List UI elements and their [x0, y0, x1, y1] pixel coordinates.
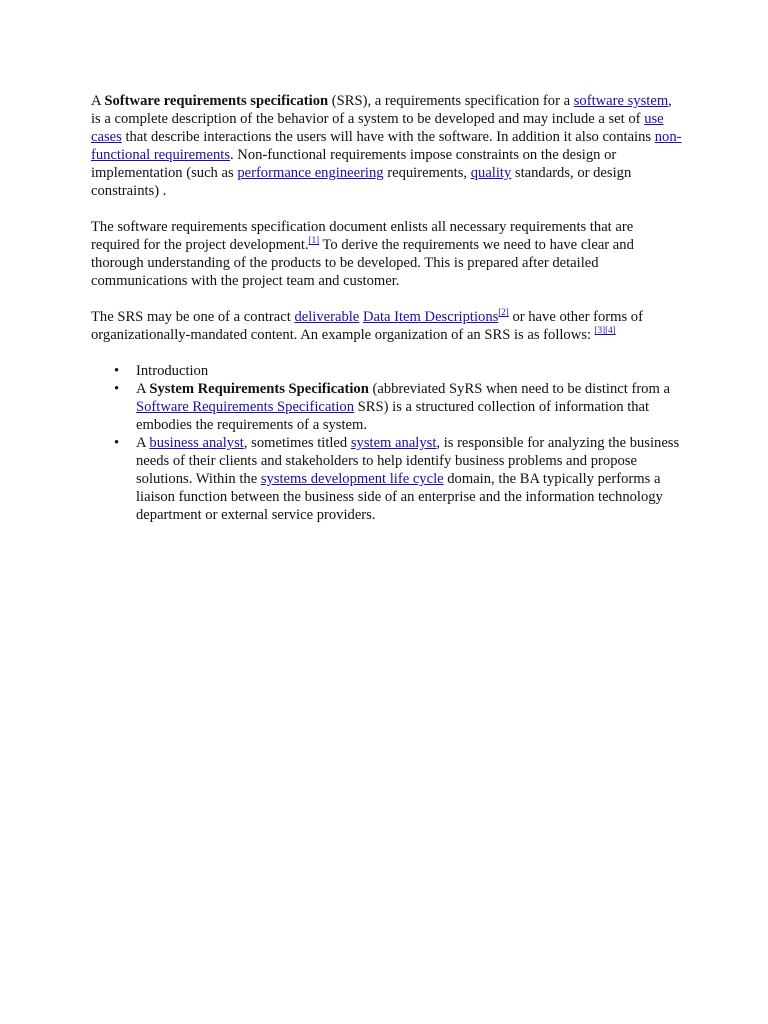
text-run: . Non-functional requirements impose constraints on the design or implementation (such as [91, 147, 617, 181]
list-item-label: Introduction [136, 363, 209, 379]
text-run: (abbreviated SyRS when need to be distinct from a [368, 381, 670, 397]
text-run: (SRS), a requirements specification for a [328, 93, 574, 109]
text-run: The software requirements specification document enlists all necessary requirements that are required for the project development. [91, 219, 634, 253]
bullet-list [91, 362, 683, 524]
list-item-business-analyst [136, 434, 683, 524]
link-non-functional-requirements[interactable]: non-functional requirements [91, 129, 682, 163]
text-run: that describe interactions the users will have with the software. In addition it also contains [121, 129, 655, 145]
text-run: requirements, [383, 165, 471, 181]
link-systems-development-life-cycle[interactable]: systems development life cycle [260, 471, 444, 487]
term-syrs: System Requirements Specification [149, 381, 369, 397]
link-software-system[interactable]: software system [573, 93, 669, 109]
link-deliverable[interactable]: deliverable [294, 309, 360, 325]
document-body [91, 92, 683, 524]
citation-link-3-4[interactable]: [3][4] [594, 325, 616, 336]
text-run: , is responsible for analyzing the business needs of their clients and stakeholders to help identify business problems and propose solutions. Within the [136, 435, 680, 487]
link-performance-engineering[interactable]: performance engineering [237, 165, 384, 181]
text-run: , is a complete description of the behavior of a system to be developed and may include a set of [91, 93, 672, 127]
text-run: or have other forms of organizationally-mandated content. An example organization of an SRS is as follows: [91, 309, 643, 343]
list-item-system-requirements [136, 380, 683, 434]
term-srs: Software requirements specification [104, 93, 329, 109]
text-run: A [136, 435, 150, 451]
list-item-introduction [136, 362, 683, 380]
text-run: domain, the BA typically performs a liaison function between the business side of an enterprise and the information technology department or external service providers. [136, 471, 663, 523]
paragraph-srs-organization [91, 308, 683, 344]
text-run: A [91, 93, 105, 109]
text-run: standards, or design constraints) . [91, 165, 632, 199]
paragraph-document-purpose [91, 218, 683, 290]
link-business-analyst[interactable]: business analyst [149, 435, 244, 451]
link-use-cases[interactable]: use cases [91, 111, 664, 145]
text-run: A [136, 381, 150, 397]
link-system-analyst[interactable]: system analyst [350, 435, 437, 451]
text-run: SRS) is a structured collection of information that embodies the requirements of a system. [136, 399, 650, 433]
link-quality[interactable]: quality [470, 165, 512, 181]
text-run: The SRS may be one of a contract [91, 309, 295, 325]
paragraph-intro [91, 92, 683, 200]
link-data-item-descriptions[interactable]: Data Item Descriptions [362, 309, 499, 325]
link-software-requirements-specification[interactable]: Software Requirements Specification [136, 399, 355, 415]
citation-link-2[interactable]: [2] [498, 307, 509, 318]
text-run: , sometimes titled [243, 435, 351, 451]
citation-link-1[interactable]: [1] [308, 235, 320, 246]
text-run: To derive the requirements we need to have clear and thorough understanding of the products to be developed. This is prepared after detailed communications with the project team and customer. [91, 237, 634, 289]
